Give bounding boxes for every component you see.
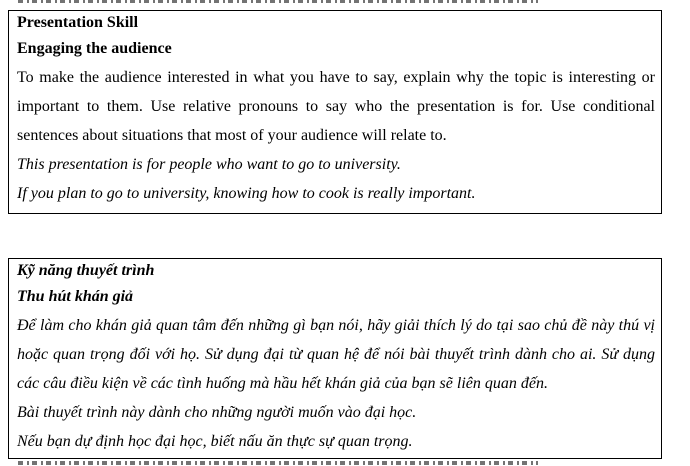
cropped-text-fragment-top	[18, 0, 538, 3]
vietnamese-skill-box	[8, 258, 662, 459]
vietnamese-example-1: Bài thuyết trình này dành cho những người muốn vào đại học.	[17, 404, 417, 421]
english-example-1: This presentation is for people who want to go to university.	[17, 156, 401, 173]
vietnamese-body: Để làm cho khán giả quan tâm đến những gì bạn nói, hãy giải thích lý do tại sao chủ đề này thú vị hoặc quan trọng đối với họ. Sử dụng đại từ quan hệ để nói bài thuyết trình dành cho ai. Sử dụng các câu điều kiện về các tình huống mà hầu hết khán giả của bạn sẽ liên quan đến.	[17, 317, 655, 392]
cropped-text-fragment-bottom	[18, 461, 538, 465]
english-heading: Presentation Skill	[17, 14, 139, 31]
vietnamese-heading: Kỹ năng thuyết trình	[17, 262, 155, 279]
english-subheading: Engaging the audience	[17, 40, 172, 57]
english-example-2: If you plan to go to university, knowing how to cook is really important.	[17, 185, 476, 202]
english-body: To make the audience interested in what you have to say, explain why the topic is interesting or important to them. Use relative pronouns to say who the presentation is for. Use conditional sentences about situations that most of your audience will relate to.	[17, 69, 655, 144]
vietnamese-subheading: Thu hút khán giả	[17, 288, 134, 305]
vietnamese-example-2: Nếu bạn dự định học đại học, biết nấu ăn thực sự quan trọng.	[17, 433, 413, 450]
english-skill-box	[8, 10, 662, 214]
